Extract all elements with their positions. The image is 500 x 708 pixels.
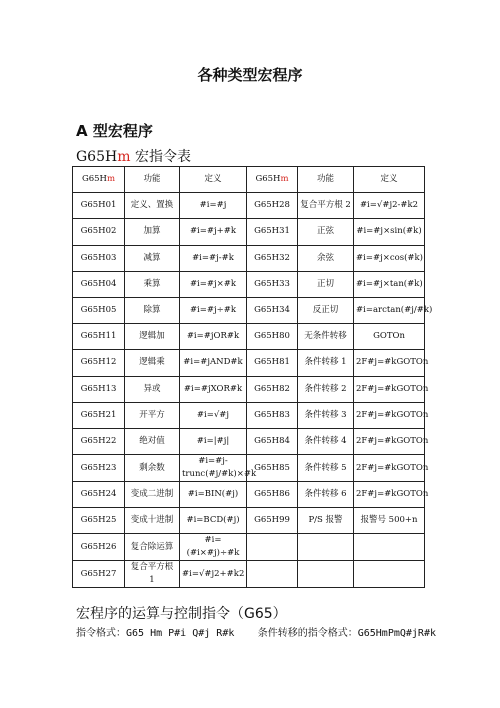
function-cell: P/S 报警	[298, 508, 354, 534]
function-cell: 减算	[125, 245, 180, 271]
function-cell: 条件转移 6	[298, 482, 354, 508]
definition-cell: #i=#j×tan(#k)	[354, 271, 425, 297]
code-cell: G65H82	[247, 376, 298, 402]
table-row	[73, 219, 425, 245]
footer-heading: 宏程序的运算与控制指令（G65）	[76, 606, 287, 622]
function-cell: 正切	[298, 271, 354, 297]
table-header-row	[73, 167, 425, 193]
function-cell: 变成二进制	[125, 482, 180, 508]
definition-cell: #i=arctan(#j/#k)	[354, 297, 425, 323]
code-cell: G65H33	[247, 271, 298, 297]
definition-cell: 2F#j=#kGOTOn	[354, 455, 425, 482]
function-cell	[298, 534, 354, 561]
header-code-highlight: m	[280, 174, 289, 185]
function-cell: 除算	[125, 297, 180, 323]
definition-cell: #i=BCD(#j)	[180, 508, 247, 534]
table-row	[73, 324, 425, 350]
format-left: 指令格式：G65 Hm P#i Q#j R#k	[76, 628, 235, 639]
function-cell: 异或	[125, 376, 180, 402]
definition-cell: #i=#jXOR#k	[180, 376, 247, 402]
function-cell: 加算	[125, 219, 180, 245]
header-cell: 功能	[298, 167, 354, 193]
caption-suffix: 宏指令表	[130, 149, 191, 165]
table-row	[73, 271, 425, 297]
definition-cell: #i=BIN(#j)	[180, 482, 247, 508]
function-cell: 条件转移 3	[298, 402, 354, 428]
header-code-highlight: m	[106, 174, 116, 185]
definition-cell: #i=#jOR#k	[180, 324, 247, 350]
code-cell: G65H80	[247, 324, 298, 350]
header-cell	[247, 167, 298, 193]
code-cell: G65H11	[73, 324, 125, 350]
function-cell: 逻辑加	[125, 324, 180, 350]
table-row	[73, 534, 425, 561]
code-cell: G65H04	[73, 271, 125, 297]
code-cell: G65H84	[247, 428, 298, 454]
header-cell: 定义	[180, 167, 247, 193]
section-heading: A 型宏程序	[76, 122, 153, 140]
definition-cell: #i=#j+#k	[180, 219, 247, 245]
code-cell: G65H05	[73, 297, 125, 323]
code-cell: G65H22	[73, 428, 125, 454]
function-cell	[298, 561, 354, 588]
definition-cell	[354, 534, 425, 561]
function-cell: 复合平方根 2	[298, 193, 354, 219]
function-cell: 复合平方根 1	[125, 561, 180, 588]
table-row	[73, 245, 425, 271]
header-code: G65H	[255, 174, 281, 185]
table-row	[73, 482, 425, 508]
document-title: 各种类型宏程序	[197, 66, 303, 84]
definition-cell: #i=#j×#k	[180, 271, 247, 297]
code-cell: G65H03	[73, 245, 125, 271]
table-row	[73, 350, 425, 376]
function-cell: 条件转移 1	[298, 350, 354, 376]
function-cell: 开平方	[125, 402, 180, 428]
header-cell: 定义	[354, 167, 425, 193]
table-caption	[76, 146, 191, 166]
definition-cell: 2F#j=#kGOTOn	[354, 482, 425, 508]
code-cell: G65H31	[247, 219, 298, 245]
format-right: 条件转移的指令格式：G65HmPmQ#jR#k	[257, 628, 436, 639]
definition-cell: 2F#j=#kGOTOn	[354, 376, 425, 402]
code-cell	[247, 534, 298, 561]
definition-cell: 2F#j=#kGOTOn	[354, 402, 425, 428]
code-cell: G65H27	[73, 561, 125, 588]
function-cell: 乘算	[125, 271, 180, 297]
function-cell: 逻辑乘	[125, 350, 180, 376]
format-line	[76, 624, 436, 639]
code-cell: G65H83	[247, 402, 298, 428]
definition-cell: #i=#j-#k	[180, 245, 247, 271]
caption-highlight: m	[117, 149, 131, 165]
definition-cell: #i=#j	[180, 193, 247, 219]
definition-cell: #i=√#j2+#k2	[180, 561, 247, 588]
function-cell: 剩余数	[125, 455, 180, 482]
code-cell: G65H28	[247, 193, 298, 219]
definition-cell: GOTOn	[354, 324, 425, 350]
definition-cell: 报警号 500+n	[354, 508, 425, 534]
definition-cell	[354, 561, 425, 588]
code-cell: G65H81	[247, 350, 298, 376]
table-row	[73, 193, 425, 219]
definition-cell: #i=#jAND#k	[180, 350, 247, 376]
table-row	[73, 402, 425, 428]
code-cell: G65H01	[73, 193, 125, 219]
table-row	[73, 376, 425, 402]
definition-cell: #i=#j÷#k	[180, 297, 247, 323]
code-cell: G65H13	[73, 376, 125, 402]
function-cell: 绝对值	[125, 428, 180, 454]
code-cell: G65H12	[73, 350, 125, 376]
function-cell: 条件转移 4	[298, 428, 354, 454]
function-cell: 无条件转移	[298, 324, 354, 350]
code-cell: G65H24	[73, 482, 125, 508]
definition-cell: #i=|#j|	[180, 428, 247, 454]
definition-cell: 2F#j=#kGOTOn	[354, 350, 425, 376]
definition-cell: #i=#j×cos(#k)	[354, 245, 425, 271]
definition-cell: 2F#j=#kGOTOn	[354, 428, 425, 454]
code-cell: G65H34	[247, 297, 298, 323]
function-cell: 反正切	[298, 297, 354, 323]
code-cell: G65H25	[73, 508, 125, 534]
header-cell	[73, 167, 125, 193]
table-row	[73, 508, 425, 534]
header-code: G65H	[81, 174, 107, 185]
code-cell: G65H86	[247, 482, 298, 508]
macro-table	[72, 166, 433, 588]
function-cell: 正弦	[298, 219, 354, 245]
function-cell: 复合除运算	[125, 534, 180, 561]
function-cell: 余弦	[298, 245, 354, 271]
code-cell: G65H23	[73, 455, 125, 482]
function-cell: 条件转移 2	[298, 376, 354, 402]
caption-prefix: G65H	[76, 149, 118, 165]
definition-cell: #i=#j×sin(#k)	[354, 219, 425, 245]
table-row	[73, 297, 425, 323]
definition-cell: #i=√#j2-#k2	[354, 193, 425, 219]
table-row	[73, 455, 425, 482]
function-cell: 定义、置换	[125, 193, 180, 219]
definition-cell: #i=(#i×#j)÷#k	[180, 534, 247, 561]
code-cell: G65H32	[247, 245, 298, 271]
code-cell: G65H02	[73, 219, 125, 245]
code-cell: G65H99	[247, 508, 298, 534]
function-cell: 条件转移 5	[298, 455, 354, 482]
code-cell: G65H21	[73, 402, 125, 428]
code-cell	[247, 561, 298, 588]
table-row	[73, 561, 425, 588]
definition-cell: #i=#j-trunc(#j/#k)×#k	[180, 455, 247, 482]
code-cell: G65H26	[73, 534, 125, 561]
definition-cell: #i=√#j	[180, 402, 247, 428]
table-row	[73, 428, 425, 454]
function-cell: 变成十进制	[125, 508, 180, 534]
code-cell: G65H85	[247, 455, 298, 482]
header-cell: 功能	[125, 167, 180, 193]
